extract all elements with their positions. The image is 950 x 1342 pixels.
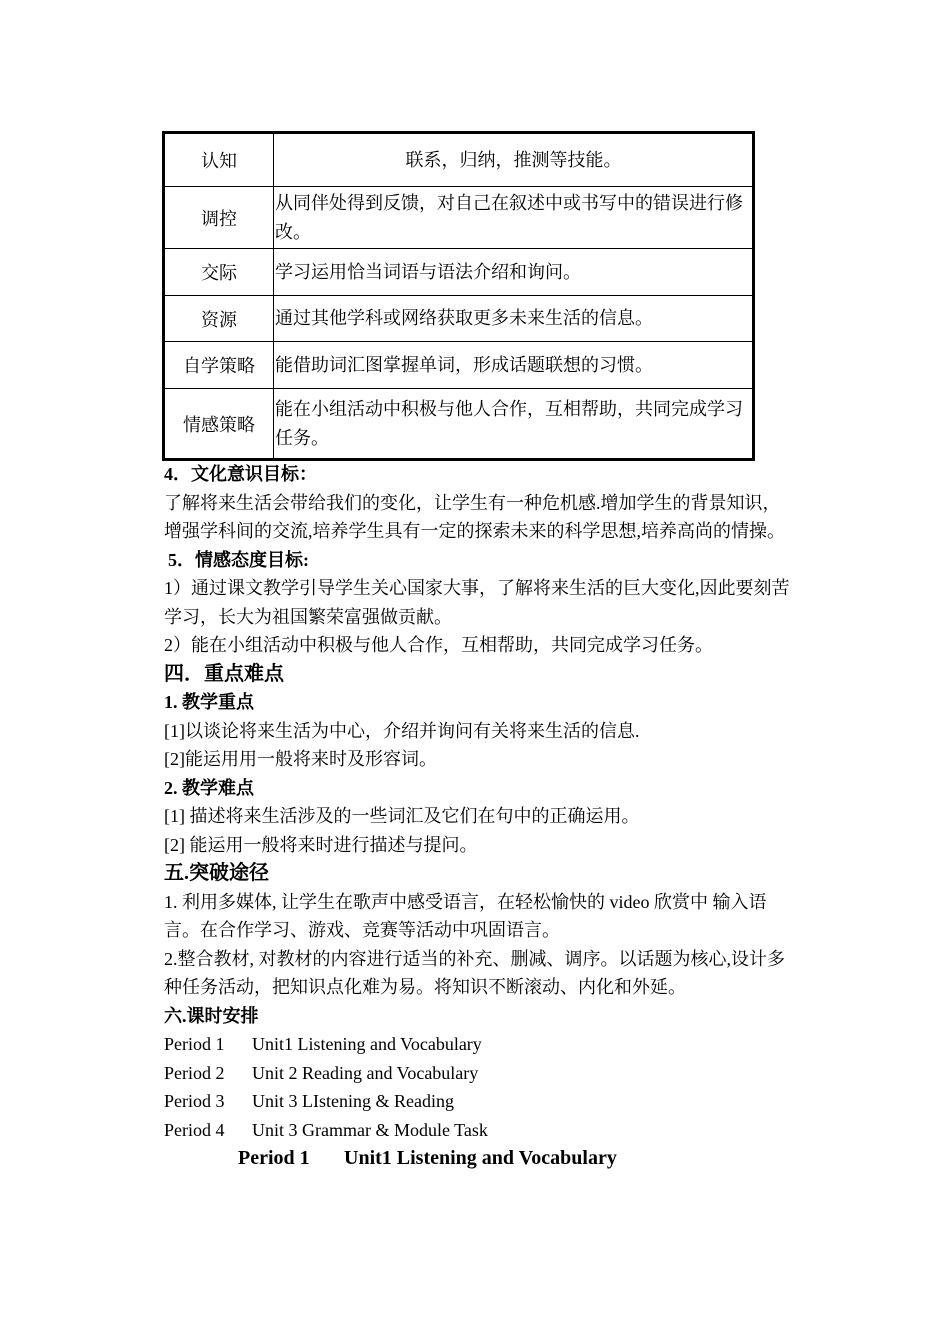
schedule-unit: Unit 3 Grammar & Module Task (252, 1119, 488, 1140)
difficulty-item-1: [1] 描述将来生活涉及的一些词汇及它们在句中的正确运用。 (164, 806, 640, 826)
table-row (164, 389, 754, 460)
schedule-unit: Unit 2 Reading and Vocabulary (252, 1062, 479, 1083)
approach-item-1: 1. 利用多媒体, 让学生在歌声中感受语言，在轻松愉快的 video 欣赏中 输入语言。在合作学习、游戏、竞赛等活动中巩固语言。 (164, 891, 767, 940)
table-row (164, 296, 754, 342)
approach-heading: 五.突破途径 (164, 862, 269, 884)
difficulty-item-2: [2] 能运用一般将来时进行描述与提问。 (164, 834, 478, 855)
table-cell-description: 学习运用恰当词语与语法介绍和询问。 (274, 249, 754, 296)
emotion-heading: 5．情感态度目标: (168, 549, 309, 570)
difficulty-heading: 2. 教学难点 (164, 777, 254, 798)
lesson-title (164, 1144, 790, 1173)
focus-item-2: [2]能运用用一般将来时及形容词。 (164, 749, 437, 769)
key-points-heading: 四．重点难点 (164, 662, 284, 685)
culture-heading: 4．文化意识目标： (164, 464, 317, 484)
schedule-period: Period 2 (164, 1062, 225, 1083)
table-row (164, 342, 754, 389)
table-cell-description: 通过其他学科或网络获取更多未来生活的信息。 (274, 296, 754, 342)
schedule-unit: Unit 3 LIstening & Reading (252, 1091, 454, 1111)
table-cell-category: 调控 (164, 187, 274, 249)
schedule-heading: 六.课时安排 (164, 1005, 259, 1026)
schedule-period: Period 4 (164, 1119, 225, 1140)
schedule-unit: Unit1 Listening and Vocabulary (252, 1034, 482, 1054)
table-row (164, 187, 754, 249)
table-cell-category: 资源 (164, 296, 274, 342)
strategy-table (162, 131, 755, 461)
lesson-title-unit: Unit1 Listening and Vocabulary (344, 1147, 617, 1169)
table-cell-description: 能借助词汇图掌握单词，形成话题联想的习惯。 (274, 342, 754, 389)
table-cell-category: 交际 (164, 249, 274, 296)
table-cell-description: 联系，归纳，推测等技能。 (274, 133, 754, 187)
focus-item-1: [1]以谈论将来生活为中心，介绍并询问有关将来生活的信息. (164, 720, 640, 741)
table-cell-category: 自学策略 (164, 342, 274, 389)
document-body (164, 460, 790, 1173)
emotion-item-2: 2）能在小组活动中积极与他人合作，互相帮助，共同完成学习任务。 (164, 635, 713, 655)
schedule-period: Period 3 (164, 1091, 225, 1111)
table-row (164, 133, 754, 187)
table-row (164, 249, 754, 296)
table-cell-category: 情感策略 (164, 389, 274, 460)
lesson-title-period: Period 1 (238, 1147, 310, 1169)
table-cell-description: 能在小组活动中积极与他人合作，互相帮助，共同完成学习任务。 (274, 389, 754, 460)
schedule-row (164, 1116, 790, 1145)
emotion-item-1: 1）通过课文教学引导学生关心国家大事，了解将来生活的巨大变化,因此要刻苦学习，长大为祖国繁荣富强做贡献。 (164, 578, 790, 627)
approach-item-2: 2.整合教材, 对教材的内容进行适当的补充、删减、调序。以话题为核心,设计多种任务活动，把知识点化难为易。将知识不断滚动、内化和外延。 (164, 948, 785, 997)
schedule-row (164, 1059, 790, 1088)
schedule-row (164, 1030, 790, 1059)
culture-text: 了解将来生活会带给我们的变化，让学生有一种危机感.增加学生的背景知识，增强学科间的交流,培养学生具有一定的探索未来的科学思想,培养高尚的情操。 (164, 492, 785, 541)
schedule-row (164, 1087, 790, 1116)
focus-heading: 1. 教学重点 (164, 692, 254, 712)
schedule-period: Period 1 (164, 1034, 225, 1054)
table-cell-description: 从同伴处得到反馈，对自己在叙述中或书写中的错误进行修改。 (274, 187, 754, 249)
table-cell-category: 认知 (164, 133, 274, 187)
